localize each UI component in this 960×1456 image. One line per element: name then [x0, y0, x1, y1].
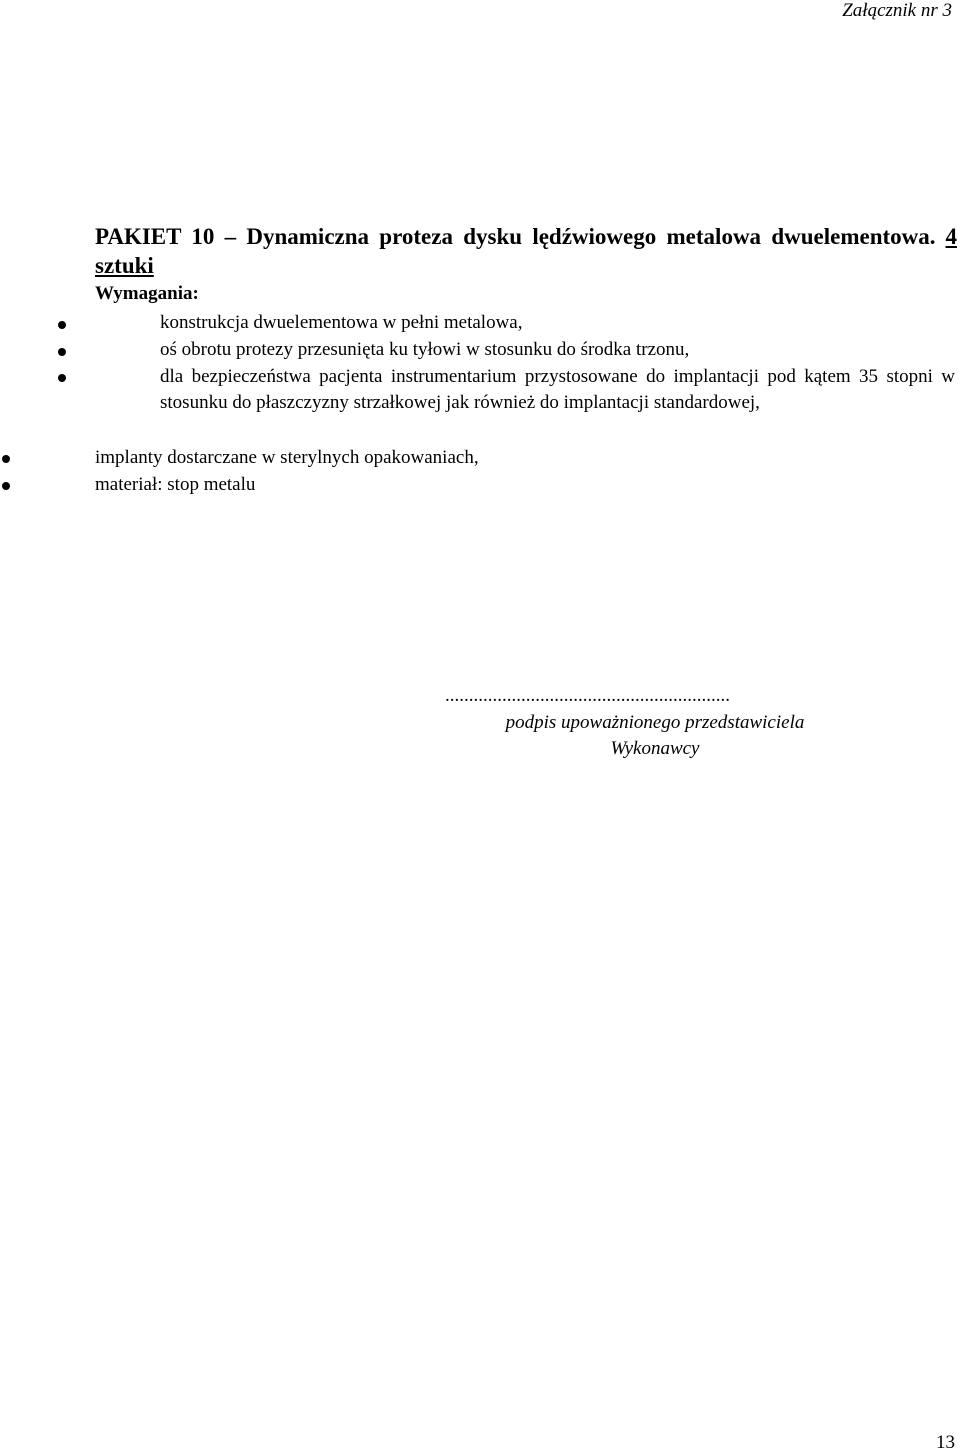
signature-caption-line2: Wykonawcy [610, 738, 700, 759]
package-title [95, 222, 957, 280]
requirements-label: Wymagania: [95, 283, 199, 304]
requirement-item: konstrukcja dwuelementowa w pełni metalowa, [160, 312, 523, 333]
signature-line: ............................................................ [445, 685, 730, 706]
signature-caption [440, 710, 870, 762]
package-title-text: PAKIET 10 – Dynamiczna proteza dysku lędźwiowego metalowa dwuelementowa. [95, 224, 936, 249]
requirement-item: dla bezpieczeństwa pacjenta instrumentarium przystosowane do implantacji pod kątem 35 stopni w stosunku do płaszczyzny strzałkowej jak również do implantacji standardowej, [160, 366, 955, 413]
package-quantity: 4 sztuki [95, 224, 957, 278]
bullet-icon [58, 348, 66, 356]
bullet-icon [58, 374, 66, 382]
bullet-icon [58, 321, 66, 329]
annex-label: Załącznik nr 3 [842, 0, 952, 21]
page-number: 13 [936, 1432, 955, 1453]
requirement-item: materiał: stop metalu [95, 474, 256, 495]
requirement-item: oś obrotu protezy przesunięta ku tyłowi w stosunku do środka trzonu, [160, 339, 690, 360]
signature-caption-line1: podpis upoważnionego przedstawiciela [505, 712, 805, 733]
requirement-item: implanty dostarczane w sterylnych opakowaniach, [95, 447, 479, 468]
bullet-icon [2, 455, 10, 463]
bullet-icon [2, 482, 10, 490]
